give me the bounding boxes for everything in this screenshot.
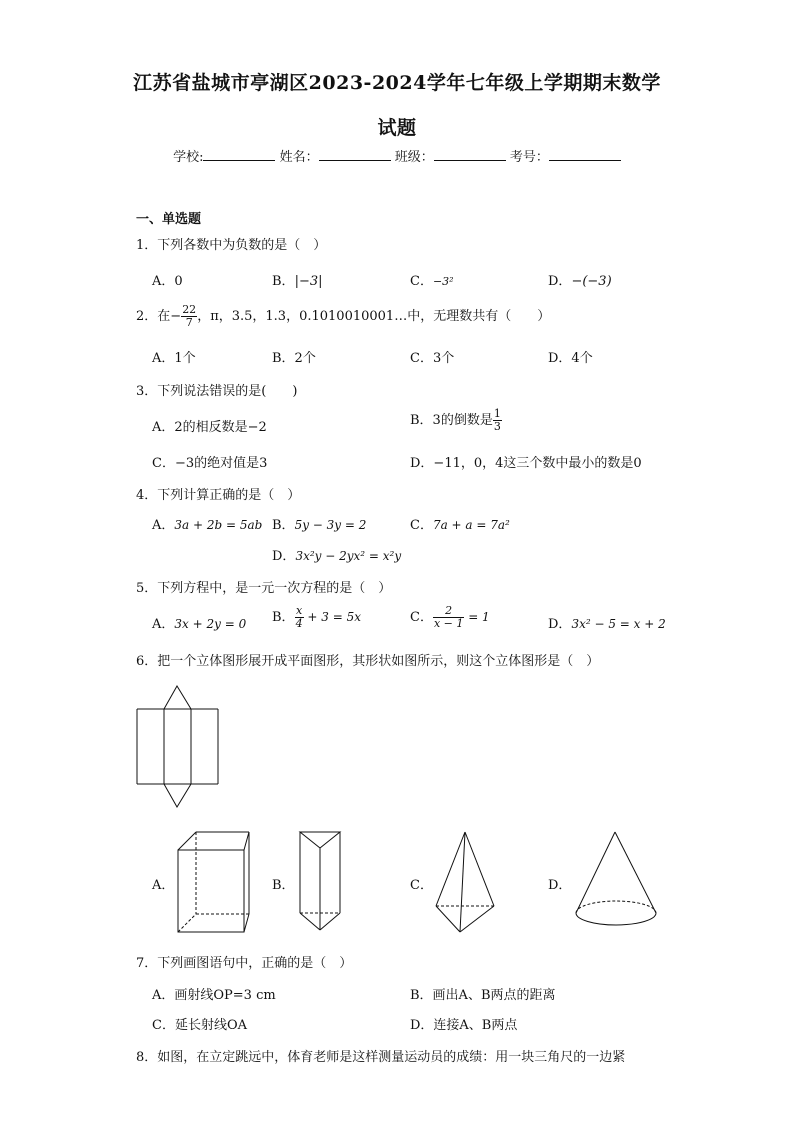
class-label: 班级： bbox=[394, 150, 434, 165]
name-label: 姓名： bbox=[279, 150, 319, 165]
name-blank bbox=[319, 148, 391, 161]
q6-option-d: D． bbox=[548, 878, 572, 893]
prism-net-figure bbox=[130, 682, 230, 812]
exam-title-line1: 江苏省盐城市亭湖区2023-2024学年七年级上学期期末数学 bbox=[133, 72, 661, 94]
q4-option-d: D．3x²y − 2yx² = x²y bbox=[272, 549, 402, 564]
q5-option-c: C． $\frac{2}{x - 1}$ = 1 bbox=[410, 604, 490, 630]
q2-option-c: C．3个 bbox=[410, 351, 455, 366]
q5-option-b: B． $\frac{x}{4}$ + 3 = 5x bbox=[272, 604, 361, 630]
q5-option-a: A．3x + 2y = 0 bbox=[152, 617, 247, 632]
q6-option-b: B． bbox=[272, 878, 295, 893]
class-blank bbox=[434, 148, 506, 161]
q2-option-a: A．1个 bbox=[152, 351, 196, 366]
school-blank bbox=[203, 148, 275, 161]
cone-figure bbox=[570, 828, 662, 936]
question-8-stem: 8．如图，在立定跳远中，体育老师是这样测量运动员的成绩：用一块三角尺的一边紧 bbox=[136, 1050, 626, 1065]
question-4-stem: 4．下列计算正确的是（ ） bbox=[136, 488, 301, 503]
q5-option-d: D．3x² − 5 = x + 2 bbox=[548, 617, 666, 632]
q3-option-b: B．3的倒数是 $\frac{1}{3}$ bbox=[410, 407, 501, 433]
q2-option-d: D．4个 bbox=[548, 351, 593, 366]
question-2-stem: 2．在− $\frac{22}{7}$ ，π，3.5，1.3，0.1010010001…中，无理数共有（ ） bbox=[136, 303, 551, 329]
q2-option-b: B．2个 bbox=[272, 351, 316, 366]
exam-number-label: 考号： bbox=[509, 150, 549, 165]
q7-option-a: A．画射线OP=3 cm bbox=[152, 988, 276, 1003]
question-7-stem: 7．下列画图语句中，正确的是（ ） bbox=[136, 956, 353, 971]
question-6-stem: 6．把一个立体图形展开成平面图形，其形状如图所示，则这个立体图形是（ ） bbox=[136, 654, 600, 669]
q6-option-c: C． bbox=[410, 878, 433, 893]
question-3-stem: 3．下列说法错误的是( ) bbox=[136, 384, 298, 399]
q7-option-c: C．延长射线OA bbox=[152, 1018, 247, 1033]
question-5-stem: 5．下列方程中，是一元一次方程的是（ ） bbox=[136, 581, 392, 596]
cuboid-figure bbox=[174, 828, 254, 936]
q1-option-d: D．−(−3) bbox=[548, 274, 612, 289]
q3-option-c: C．−3的绝对值是3 bbox=[152, 456, 268, 471]
q3-option-d: D．−11，0，4这三个数中最小的数是0 bbox=[410, 456, 642, 471]
exam-title-line2: 试题 bbox=[377, 117, 417, 139]
q7-option-d: D．连接A、B两点 bbox=[410, 1018, 518, 1033]
q1-option-c: C．−3² bbox=[410, 274, 454, 289]
q6-option-a: A． bbox=[152, 878, 175, 893]
triangular-prism-figure bbox=[296, 828, 346, 936]
pyramid-figure bbox=[430, 828, 500, 936]
q1-option-b: B．|−3| bbox=[272, 274, 323, 289]
q4-option-c: C．7a + a = 7a² bbox=[410, 518, 510, 533]
q7-option-b: B．画出A、B两点的距离 bbox=[410, 988, 556, 1003]
exam-number-blank bbox=[549, 148, 621, 161]
q3-option-a: A．2的相反数是−2 bbox=[152, 420, 267, 435]
q1-option-a: A．0 bbox=[152, 274, 183, 289]
student-info-row bbox=[0, 146, 794, 165]
school-label: 学校: bbox=[173, 150, 204, 165]
q4-option-a: A．3a + 2b = 5ab bbox=[152, 518, 263, 533]
question-1-stem: 1．下列各数中为负数的是（ ） bbox=[136, 238, 327, 253]
section-heading: 一、单选题 bbox=[136, 212, 202, 227]
q4-option-b: B．5y − 3y = 2 bbox=[272, 518, 367, 533]
